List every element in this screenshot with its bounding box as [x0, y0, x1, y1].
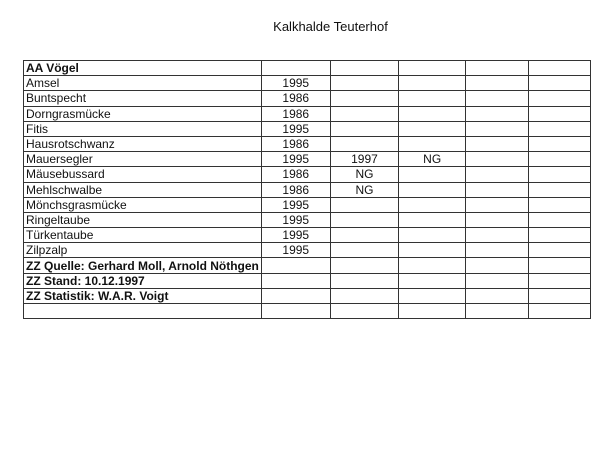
footer-cell: ZZ Stand: 10.12.1997	[24, 273, 262, 288]
cell	[528, 243, 591, 258]
footer-row	[24, 273, 591, 288]
note-cell	[399, 243, 466, 258]
cell	[466, 197, 528, 212]
species-name-cell: Mäusebussard	[24, 167, 262, 182]
species-name-cell: Zilpzalp	[24, 243, 262, 258]
species-table	[23, 60, 591, 319]
cell	[330, 288, 399, 303]
cell	[528, 288, 591, 303]
species-name-cell: Amsel	[24, 76, 262, 91]
cell	[528, 228, 591, 243]
cell	[528, 258, 591, 273]
cell	[261, 61, 330, 76]
table-body	[24, 61, 591, 319]
year-cell: 1995	[261, 212, 330, 227]
note-cell	[399, 106, 466, 121]
note-cell	[330, 106, 399, 121]
year-cell: 1995	[261, 121, 330, 136]
footer-cell: ZZ Quelle: Gerhard Moll, Arnold Nöthgen	[24, 258, 262, 273]
species-name-cell: Ringeltaube	[24, 212, 262, 227]
cell	[528, 167, 591, 182]
note-cell: 1997	[330, 152, 399, 167]
note-cell	[399, 182, 466, 197]
cell	[261, 288, 330, 303]
cell	[466, 121, 528, 136]
note-cell: NG	[399, 152, 466, 167]
cell	[330, 61, 399, 76]
cell	[330, 304, 399, 319]
year-cell: 1995	[261, 197, 330, 212]
table-row	[24, 167, 591, 182]
table-row	[24, 197, 591, 212]
cell	[528, 106, 591, 121]
cell	[528, 76, 591, 91]
table-row	[24, 106, 591, 121]
cell	[466, 212, 528, 227]
footer-row	[24, 258, 591, 273]
note-cell	[330, 243, 399, 258]
cell	[528, 61, 591, 76]
table-row	[24, 76, 591, 91]
species-name-cell: Buntspecht	[24, 91, 262, 106]
table-row	[24, 212, 591, 227]
cell	[261, 304, 330, 319]
species-name-cell: Mauersegler	[24, 152, 262, 167]
cell	[466, 136, 528, 151]
cell	[528, 197, 591, 212]
cell	[528, 136, 591, 151]
cell	[528, 304, 591, 319]
note-cell	[330, 121, 399, 136]
note-cell	[399, 212, 466, 227]
note-cell	[399, 121, 466, 136]
cell	[399, 288, 466, 303]
footer-row	[24, 288, 591, 303]
cell	[24, 304, 262, 319]
note-cell	[330, 91, 399, 106]
cell	[399, 304, 466, 319]
cell	[466, 106, 528, 121]
table-row	[24, 228, 591, 243]
page-title: Kalkhalde Teuterhof	[273, 19, 388, 34]
note-cell	[330, 228, 399, 243]
header-cell: AA Vögel	[24, 61, 262, 76]
year-cell: 1986	[261, 182, 330, 197]
cell	[330, 258, 399, 273]
header-row	[24, 61, 591, 76]
cell	[466, 167, 528, 182]
cell	[528, 152, 591, 167]
year-cell: 1986	[261, 91, 330, 106]
cell	[466, 258, 528, 273]
cell	[261, 273, 330, 288]
note-cell	[399, 197, 466, 212]
cell	[528, 212, 591, 227]
note-cell	[399, 167, 466, 182]
note-cell	[399, 76, 466, 91]
note-cell	[399, 91, 466, 106]
species-name-cell: Mehlschwalbe	[24, 182, 262, 197]
cell	[528, 121, 591, 136]
species-name-cell: Dorngrasmücke	[24, 106, 262, 121]
cell	[466, 91, 528, 106]
species-name-cell: Mönchsgrasmücke	[24, 197, 262, 212]
table-row	[24, 91, 591, 106]
cell	[528, 273, 591, 288]
year-cell: 1995	[261, 76, 330, 91]
note-cell	[330, 197, 399, 212]
year-cell: 1986	[261, 167, 330, 182]
note-cell	[330, 212, 399, 227]
table-row	[24, 182, 591, 197]
species-name-cell: Hausrotschwanz	[24, 136, 262, 151]
cell	[466, 304, 528, 319]
footer-cell: ZZ Statistik: W.A.R. Voigt	[24, 288, 262, 303]
year-cell: 1986	[261, 136, 330, 151]
year-cell: 1995	[261, 243, 330, 258]
species-name-cell: Fitis	[24, 121, 262, 136]
note-cell	[399, 228, 466, 243]
year-cell: 1986	[261, 106, 330, 121]
table-row	[24, 121, 591, 136]
cell	[466, 152, 528, 167]
species-name-cell: Türkentaube	[24, 228, 262, 243]
cell	[466, 273, 528, 288]
cell	[466, 76, 528, 91]
cell	[261, 258, 330, 273]
cell	[466, 243, 528, 258]
cell	[466, 288, 528, 303]
cell	[399, 258, 466, 273]
note-cell	[399, 136, 466, 151]
note-cell	[330, 136, 399, 151]
empty-row	[24, 304, 591, 319]
cell	[399, 273, 466, 288]
year-cell: 1995	[261, 228, 330, 243]
note-cell	[330, 76, 399, 91]
table-row	[24, 136, 591, 151]
cell	[528, 91, 591, 106]
cell	[528, 182, 591, 197]
table-row	[24, 152, 591, 167]
cell	[466, 228, 528, 243]
year-cell: 1995	[261, 152, 330, 167]
table-row	[24, 243, 591, 258]
cell	[466, 182, 528, 197]
note-cell: NG	[330, 182, 399, 197]
cell	[399, 61, 466, 76]
cell	[466, 61, 528, 76]
note-cell: NG	[330, 167, 399, 182]
cell	[330, 273, 399, 288]
